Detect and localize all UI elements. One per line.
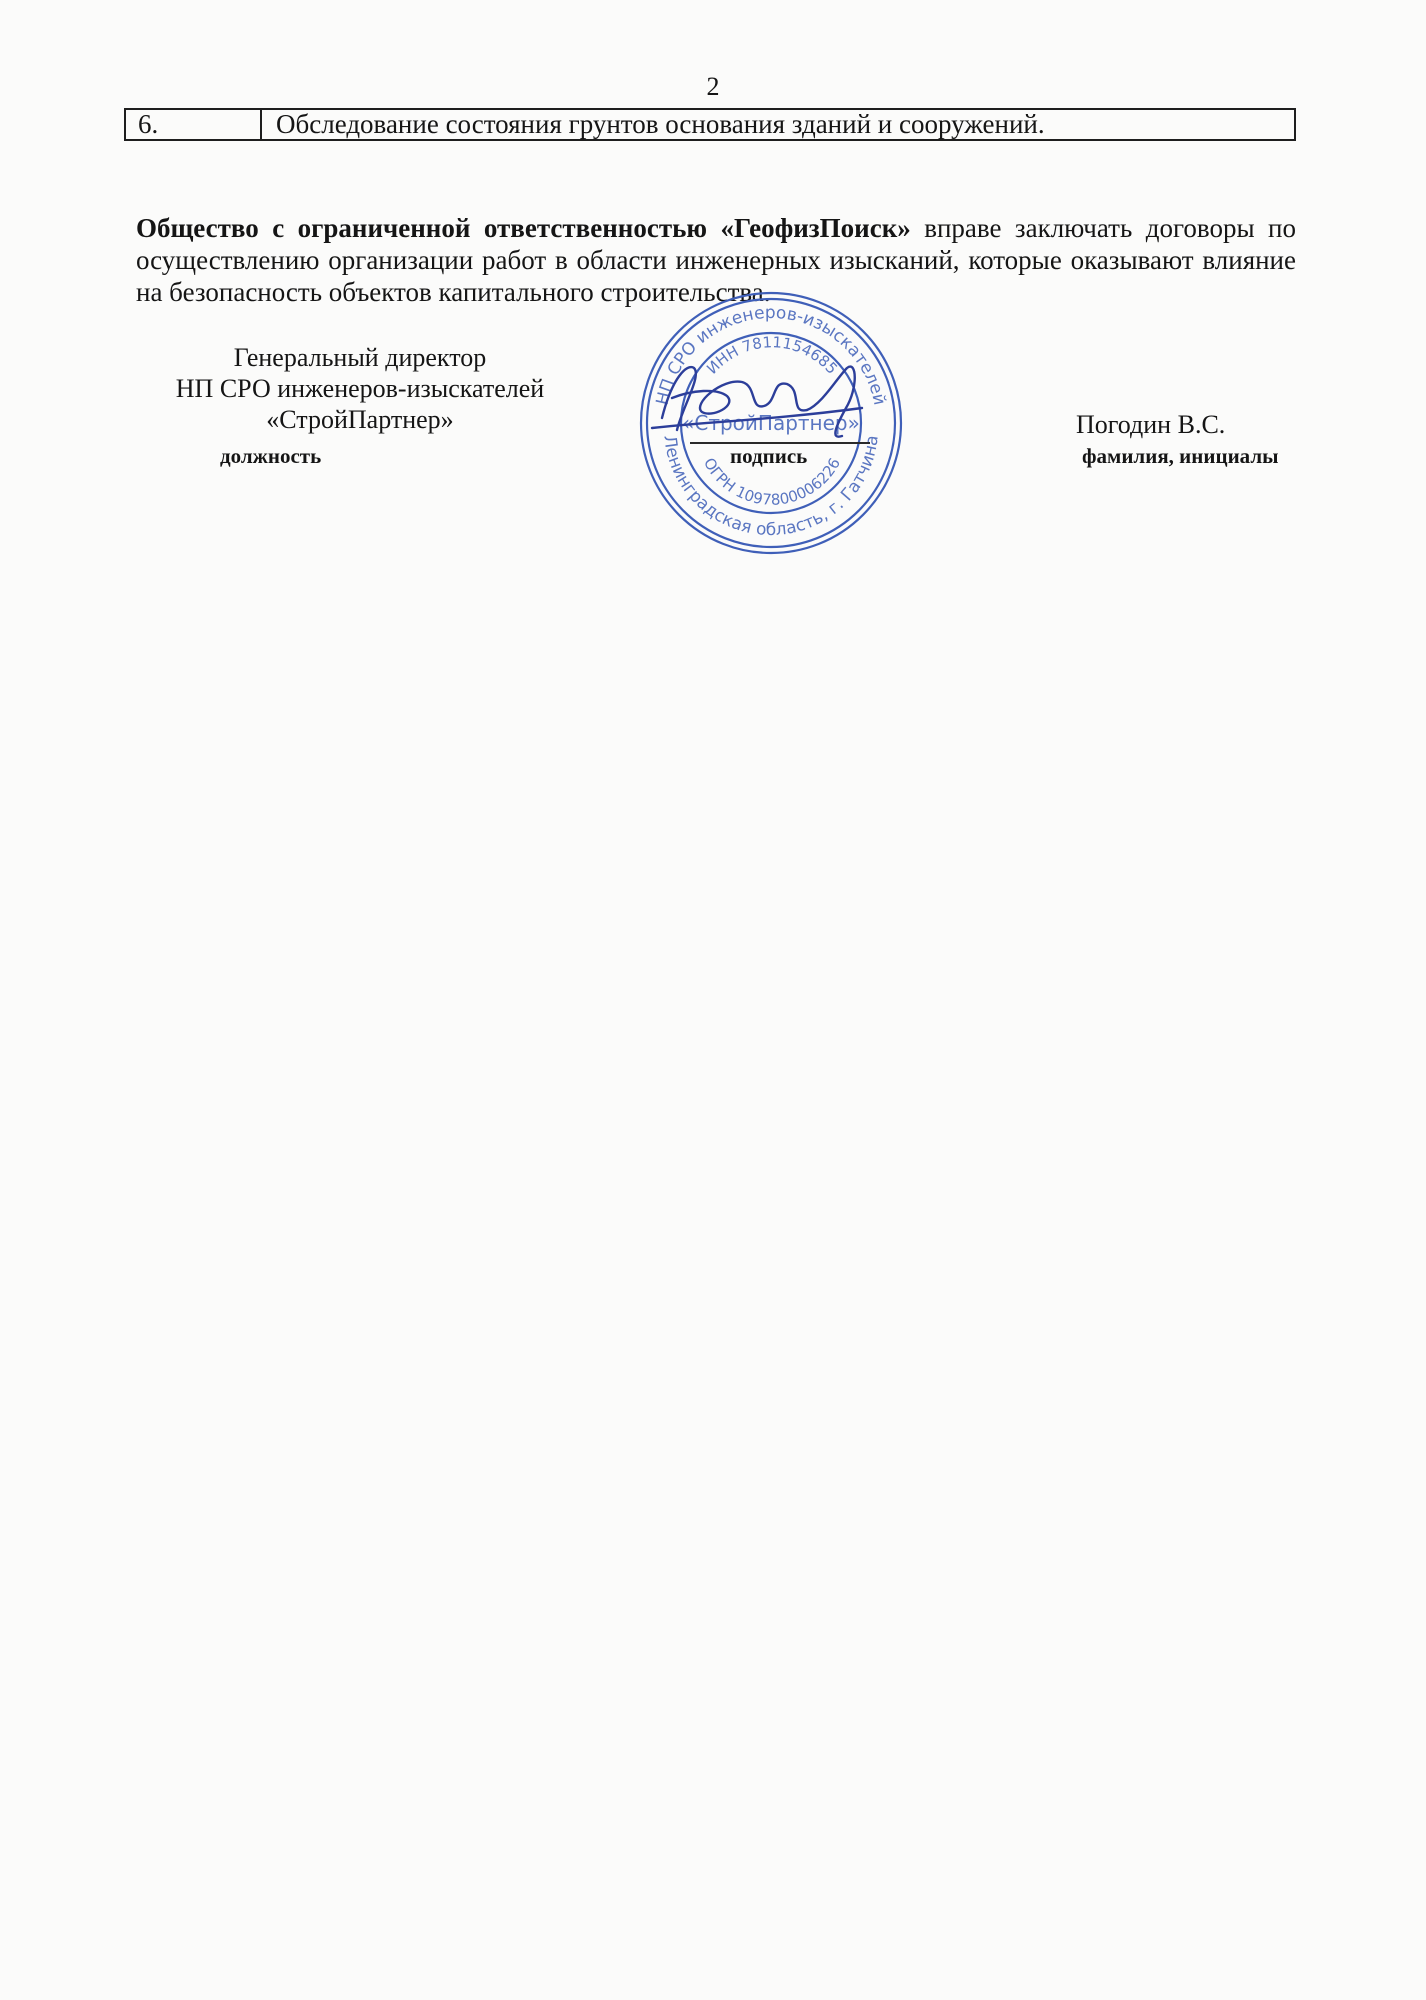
signatory-position <box>140 342 580 435</box>
name-caption: фамилия, инициалы <box>1082 444 1279 468</box>
stamp-center: «СтройПартнер» <box>682 411 860 435</box>
stamp-inn: ИНН 7811154685 <box>702 333 842 378</box>
handwritten-signature <box>632 348 892 448</box>
row-text: Обследование состояния грунтов основания зданий и сооружений. <box>276 110 1045 139</box>
position-line-1: Генеральный директор <box>233 343 487 372</box>
activity-table-row <box>124 108 1296 141</box>
position-line-3: «СтройПартнер» <box>266 405 454 434</box>
position-line-2: НП СРО инженеров-изыскателей <box>175 374 545 403</box>
stamp-bottom-text: Ленинградская область, г. Гатчина <box>659 434 883 541</box>
row-number: 6. <box>126 110 262 139</box>
signatory-name: Погодин В.С. <box>1076 410 1226 439</box>
company-name: Общество с ограниченной ответственностью «ГеофизПоиск» <box>136 213 911 243</box>
stamp-ogrn: ОГРН 1097800006226 <box>699 454 845 509</box>
signature-caption: подпись <box>730 444 808 468</box>
paragraph-text: вправе заключать договоры по осуществлению организации работ в области инженерных изысканий, которые оказывают влияние на безопасность объектов капитального строительства. <box>136 213 1296 307</box>
position-caption: должность <box>220 444 322 468</box>
stamp-outer-text: НП СРО инженеров-изыскателей <box>652 302 890 408</box>
page-number: 2 <box>706 72 720 101</box>
